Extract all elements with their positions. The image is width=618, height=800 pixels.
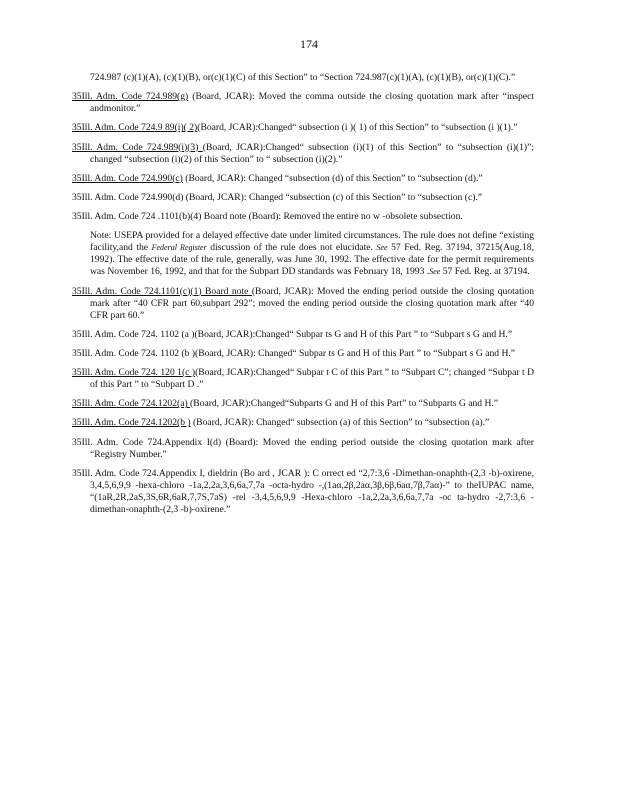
entry-724-989-i-2 xyxy=(72,122,534,134)
entry-724-990-d xyxy=(72,192,534,204)
entry-text: 35Ill. Adm. Code 724. 1102 (a )(Board, JCAR):Changed“ Subpar ts G and H of this Part ” to “Subpart s G and H.” xyxy=(72,328,513,340)
note-italic-see: See xyxy=(429,267,441,277)
entry-724-1202-a xyxy=(72,398,534,410)
entry-724-1102-a xyxy=(72,329,534,341)
entry-text: 35Ill. Adm. Code 724.990(d) (Board, JCAR): Changed “subsection (c) of this Section” to “subsection (c).” xyxy=(72,191,483,203)
entry-text: (Board, JCAR): Changed“ subsection (a) of this Section” to “subsection (a).” xyxy=(190,417,490,429)
note-text: discussion of the rule does not elucidate. xyxy=(206,242,377,254)
entry-724-1101-c-1 xyxy=(72,286,534,322)
entry-text: (Board, JCAR):Changed“ subsection (i )( 1) of this Section” to “subsection (i )(1).” xyxy=(197,122,518,134)
entry-text: 35Ill. Adm. Code 724. 1102 (b )(Board, JCAR): Changed“ Subpar ts G and H of this Part ” to “Subpart s G and H.” xyxy=(72,347,516,359)
intro-continuation: 724.987 (c)(1)(A), (c)(1)(B), or(c)(1)(C) of this Section” to “Section 724.987(c)(1)(A), (c)(1)(B), or(c)(1)(C).” xyxy=(90,72,516,83)
board-note xyxy=(90,230,534,278)
note-text: USEPA provided for a delayed effective date under limited circumstances. The rule does not define “existing facility,and the xyxy=(90,230,534,254)
note-text: 57 Fed. Reg. at 37194. xyxy=(440,266,530,278)
note-italic-federal-register: Federal Register xyxy=(151,243,207,253)
citation: 35Ill. Adm. Code 724. 120 1(c ) xyxy=(72,367,196,379)
entry-text: (Board, JCAR): Changed “subsection (d) of this Section” to “subsection (d).” xyxy=(182,172,483,184)
citation: 35Ill. Adm. Code 724.1202(b ) xyxy=(72,417,191,429)
entry-text: (Board, JCAR): Moved the comma outside the closing quotation mark after “inspect andmonitor.” xyxy=(90,91,534,115)
page-number: 174 xyxy=(300,37,318,51)
document-body xyxy=(72,72,534,523)
note-label: Note: xyxy=(90,230,112,242)
note-italic-see: See xyxy=(376,243,388,253)
entry-text: 35Ill. Adm. Code 724.Appendix I(d) (Board): Moved the ending period outside the closing quotation mark after “Registry Number.” xyxy=(72,436,534,460)
citation: 35Ill. Adm. Code 724.989(g) xyxy=(72,91,189,103)
entry-724-1102-b xyxy=(72,348,534,360)
citation: 35Ill. Adm. Code 724.990(c) xyxy=(72,172,183,184)
entry-724-990-c xyxy=(72,173,534,185)
entry-text: (Board, JCAR): Moved the ending period outside the closing quotation mark after “40 CFR part 60,subpart 292”; moved the ending period outside the closing quotation mark after “40 CFR part 60.” xyxy=(90,285,534,321)
entry-text: (Board, JCAR):Changed“ Subpar t C of this Part ” to “Subpart C”; changed “Subpar t D of this Part ” to “Subpart D .” xyxy=(90,367,534,391)
entry-724-appendix-i-dieldrin xyxy=(72,468,534,516)
citation: 35Ill. Adm. Code 724.1202(a) xyxy=(72,398,191,410)
entry-724-989-i-3 xyxy=(72,142,534,166)
entry-724-1202-b xyxy=(72,417,534,429)
entry-text: (Board, JCAR):Changed“Subparts G and H of this Part” to “Subparts G and H.” xyxy=(190,398,499,410)
citation: 35Ill. Adm. Code 724.989(i)(3) xyxy=(72,141,203,153)
entry-724-appendix-i-d xyxy=(72,437,534,461)
entry-text: 35Ill. Adm. Code 724.Appendix I, dieldrin (Bo ard , JCAR ): C orrect ed “2,7:3,6 -Dimethan-onaphth-(2,3 -b)-oxirene, 3,4,5,6,9,9 -hexa-chloro -1a,2,2a,3,6,6a,7,7a -octa-hydro -,(1aα,2β,2aα,3β,6β,6aα,7β,7aα)-” to theIUPAC name, “(1aR,2R,2aS,3S,6R,6aR,7,7S,7aS) -rel -3,4,5,6,9,9 -Hexa-chloro -1a,2,2a,3,6,6a,7,7a -oc ta-hydro -2,7:3,6 -dimethan-onaphth-(2,3 -b)-oxirene.” xyxy=(72,467,534,515)
citation: 35Ill. Adm. Code 724.1101(c)(1) Board note xyxy=(72,285,252,297)
citation: 35Ill. Adm. Code 724.9 89(i)( 2) xyxy=(72,122,198,134)
entry-724-1201-c xyxy=(72,367,534,391)
entry-text: (Board, JCAR):Changed“ subsection (i)(1) of this Section” to “subsection (i)(1)”; changed “subsection (i)(2) of this Section” to “ subsection (i)(2).” xyxy=(90,141,535,165)
entry-724-989-g xyxy=(72,91,534,115)
entry-724-1101-b-4 xyxy=(72,211,534,223)
entry-text: 35Ill. Adm. Code 724 .1101(b)(4) Board note (Board): Removed the entire no w -obsolete subsection. xyxy=(72,211,463,223)
note-text: 57 Fed. Reg. 37194, 37215(Aug.18, 1992). The effective date of the rule, generally, was June 30, 1992. The effective date for the permit requirements was November 16, 1992, and that for the Subpart DD standards was February 18, 1993 . xyxy=(90,242,534,278)
